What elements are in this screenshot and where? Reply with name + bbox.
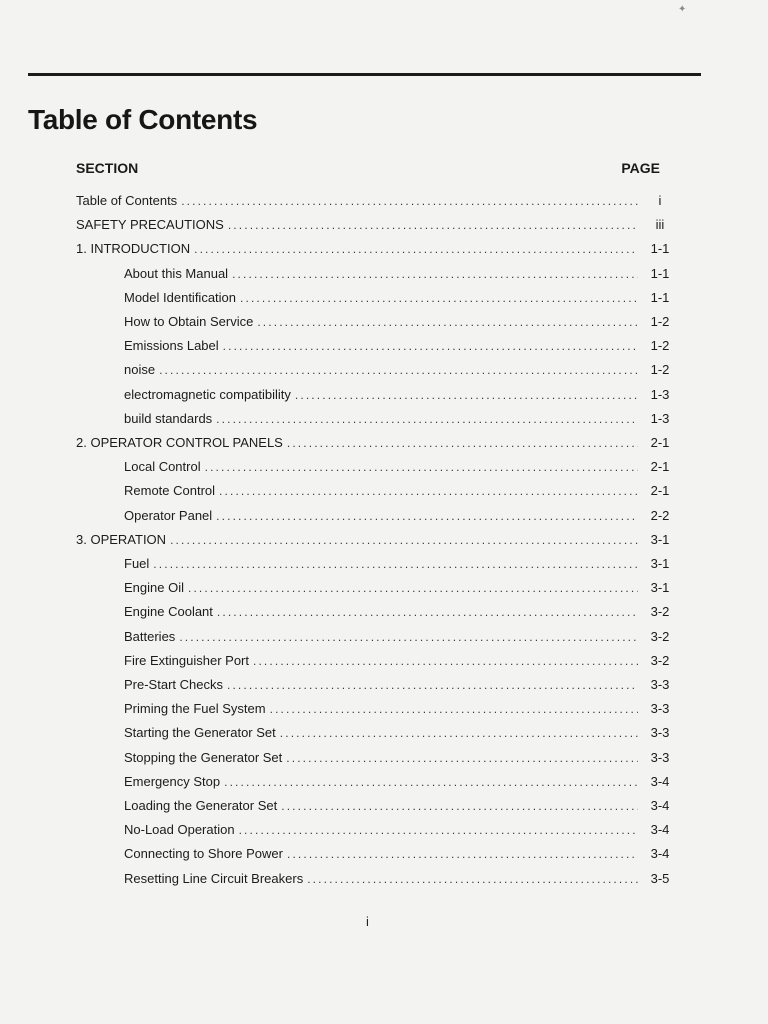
toc-entry[interactable]	[124, 266, 682, 284]
toc-entry[interactable]	[124, 846, 682, 864]
dot-leader	[295, 388, 638, 402]
scan-speck: ✦	[678, 4, 687, 15]
dot-leader	[280, 726, 638, 740]
toc-entry[interactable]	[124, 822, 682, 840]
toc-entry[interactable]	[124, 387, 682, 405]
toc-entry-label: SAFETY PRECAUTIONS	[76, 217, 224, 232]
dot-leader	[223, 339, 638, 353]
dot-leader	[286, 751, 638, 765]
toc-entry-page: 3-3	[650, 750, 670, 765]
page-column-header: PAGE	[621, 160, 660, 176]
toc-entry[interactable]	[124, 338, 682, 356]
dot-leader	[240, 291, 638, 305]
section-column-header: SECTION	[76, 160, 139, 176]
toc-entry-page: 3-3	[650, 677, 670, 692]
toc-entry-label: Remote Control	[124, 483, 216, 498]
toc-entry-page: 3-5	[650, 871, 670, 886]
dot-leader	[170, 533, 638, 547]
toc-entry[interactable]	[76, 241, 682, 259]
toc-entry-label: 1. INTRODUCTION	[76, 241, 191, 256]
dot-leader	[232, 267, 638, 281]
toc-entry-label: Fire Extinguisher Port	[124, 653, 249, 668]
toc-entry[interactable]	[124, 508, 682, 526]
toc-entry[interactable]	[124, 290, 682, 308]
toc-entry-page: 3-4	[650, 774, 670, 789]
toc-entry[interactable]	[124, 653, 682, 671]
toc-entry[interactable]	[124, 362, 682, 380]
dot-leader	[224, 775, 638, 789]
dot-leader	[253, 654, 638, 668]
toc-entry-page: 2-1	[650, 483, 670, 498]
toc-entry-page: 2-2	[650, 508, 670, 523]
toc-entry-page: 3-4	[650, 798, 670, 813]
page-number: i	[366, 914, 369, 929]
toc-entry-page: 1-1	[650, 266, 670, 281]
toc-entry[interactable]	[124, 556, 682, 574]
toc-entry-label: Loading the Generator Set	[124, 798, 278, 813]
dot-leader	[153, 557, 638, 571]
toc-entry-page: 1-2	[650, 362, 670, 377]
toc-entry[interactable]	[124, 411, 682, 429]
toc-entry-label: About this Manual	[124, 266, 229, 281]
toc-entry-page: 1-3	[650, 411, 670, 426]
toc-entry-label: Model Identification	[124, 290, 237, 305]
toc-entry-label: Engine Coolant	[124, 604, 213, 619]
toc-entry-page: 1-2	[650, 338, 670, 353]
toc-entry-page: iii	[655, 217, 665, 232]
toc-entry-page: 2-1	[650, 435, 670, 450]
toc-entry[interactable]	[76, 435, 682, 453]
toc-entry-label: Starting the Generator Set	[124, 725, 276, 740]
dot-leader	[179, 630, 638, 644]
dot-leader	[216, 412, 638, 426]
toc-entry[interactable]	[124, 459, 682, 477]
toc-entry-label: 3. OPERATION	[76, 532, 167, 547]
toc-entry-page: 3-2	[650, 629, 670, 644]
toc-entry[interactable]	[124, 580, 682, 598]
toc-entry-label: Operator Panel	[124, 508, 213, 523]
dot-leader	[216, 509, 638, 523]
toc-entry[interactable]	[124, 483, 682, 501]
dot-leader	[219, 484, 638, 498]
toc-entry[interactable]	[124, 701, 682, 719]
toc-entry-page: 3-3	[650, 725, 670, 740]
toc-entry[interactable]	[124, 750, 682, 768]
dot-leader	[270, 702, 638, 716]
toc-entry-page: 3-1	[650, 556, 670, 571]
toc-entry[interactable]	[124, 798, 682, 816]
toc-entry-page: 3-3	[650, 701, 670, 716]
toc-entry-label: Pre-Start Checks	[124, 677, 223, 692]
toc-entry-page: 1-1	[650, 290, 670, 305]
dot-leader	[194, 242, 638, 256]
toc-entry-label: Resetting Line Circuit Breakers	[124, 871, 304, 886]
dot-leader	[217, 605, 638, 619]
page-title: Table of Contents	[28, 104, 258, 135]
dot-leader	[227, 678, 638, 692]
toc-entry-page: i	[658, 193, 662, 208]
dot-leader	[188, 581, 638, 595]
toc-entry-label: Emergency Stop	[124, 774, 221, 789]
toc-entry-label: Fuel	[124, 556, 150, 571]
dot-leader	[307, 872, 638, 886]
toc-entry-label: Local Control	[124, 459, 201, 474]
toc-entry-label: electromagnetic compatibility	[124, 387, 291, 402]
toc-entry-page: 3-4	[650, 846, 670, 861]
dot-leader	[287, 847, 638, 861]
toc-entry-page: 1-3	[650, 387, 670, 402]
toc-entry[interactable]	[124, 725, 682, 743]
toc-entry[interactable]	[124, 629, 682, 647]
toc-entry-label: Connecting to Shore Power	[124, 846, 283, 861]
dot-leader	[205, 460, 638, 474]
toc-entry-label: Table of Contents	[76, 193, 178, 208]
toc-entry[interactable]	[76, 217, 682, 235]
toc-entry[interactable]	[124, 314, 682, 332]
dot-leader	[159, 363, 638, 377]
toc-entry[interactable]	[124, 677, 682, 695]
toc-entry-label: noise	[124, 362, 156, 377]
toc-entry-label: No-Load Operation	[124, 822, 235, 837]
toc-entry[interactable]	[124, 774, 682, 792]
toc-entry[interactable]	[76, 532, 682, 550]
header-rule	[28, 73, 701, 76]
toc-entry-page: 3-1	[650, 580, 670, 595]
dot-leader	[239, 823, 638, 837]
dot-leader	[287, 436, 638, 450]
toc-entry-label: Engine Oil	[124, 580, 184, 595]
toc-entry[interactable]	[124, 871, 682, 889]
toc-entry-label: 2. OPERATOR CONTROL PANELS	[76, 435, 283, 450]
dot-leader	[181, 194, 638, 208]
toc-entry[interactable]	[76, 193, 682, 211]
toc-entry-page: 3-2	[650, 604, 670, 619]
toc-entry-label: How to Obtain Service	[124, 314, 254, 329]
dot-leader	[281, 799, 638, 813]
toc-entry-page: 1-2	[650, 314, 670, 329]
toc-entry-label: build standards	[124, 411, 213, 426]
toc-entry-page: 1-1	[650, 241, 670, 256]
toc-entry-page: 3-4	[650, 822, 670, 837]
toc-entry-label: Emissions Label	[124, 338, 219, 353]
toc-entry-label: Stopping the Generator Set	[124, 750, 283, 765]
toc-entry-page: 3-1	[650, 532, 670, 547]
toc-entry-page: 2-1	[650, 459, 670, 474]
dot-leader	[228, 218, 638, 232]
toc-entry-label: Batteries	[124, 629, 176, 644]
toc-entry[interactable]	[124, 604, 682, 622]
dot-leader	[257, 315, 638, 329]
toc-entry-page: 3-2	[650, 653, 670, 668]
toc-entry-label: Priming the Fuel System	[124, 701, 266, 716]
